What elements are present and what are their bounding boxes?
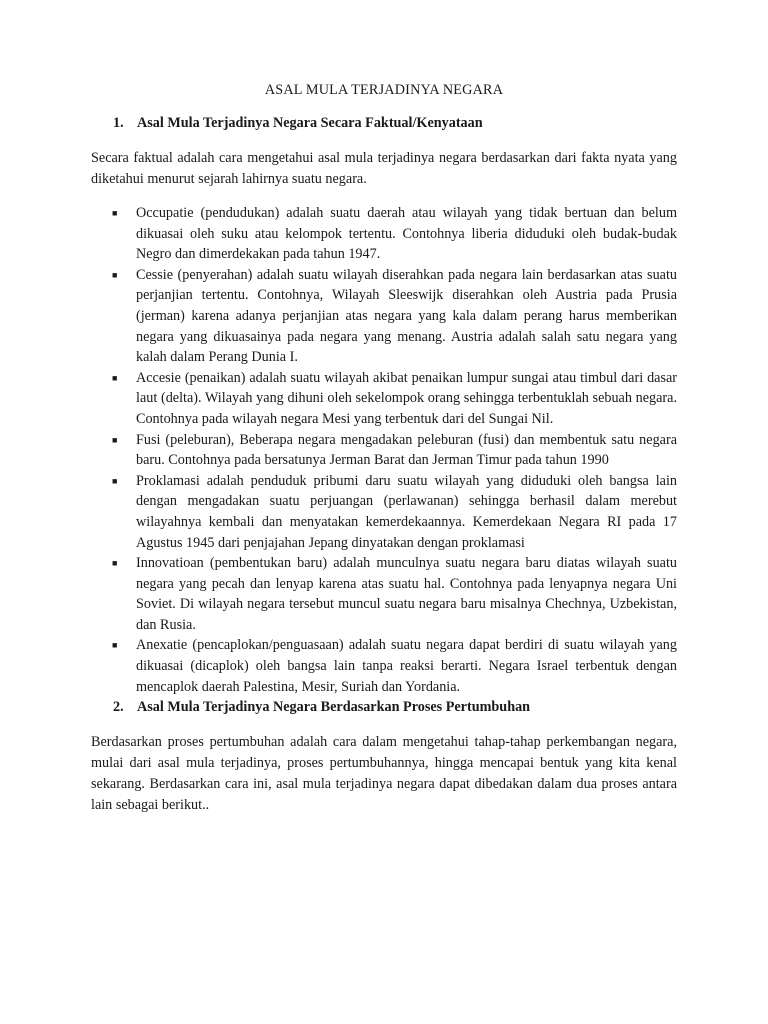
list-item-text: Cessie (penyerahan) adalah suatu wilayah diserahkan pada negara lain berdasarkan atas suatu perjanjian tertentu. Contohnya, Wilayah Sleeswijk diserahkan oleh Austria pada Prusia (jerman) karena adanya perjanjian atas negara yang kala dalam perang harus memberikan negara yang dikuasainya pada negara yang menang. Austria adalah salah satu negara yang kalah dalam Perang Dunia I. <box>136 266 677 366</box>
list-item-text: Proklamasi adalah penduduk pribumi daru suatu wilayah yang diduduki oleh bangsa lain dengan mengadakan suatu perjuangan (perlawanan) sehingga berhasil dalam merebut wilayahnya kembali dan menyatakan kemerdekaannya. Kemerdekaan Negara RI pada 17 Agustus 1945 dari penjajahan Jepang dinyatakan dengan proklamasi <box>136 472 677 551</box>
square-bullet-icon: ■ <box>112 208 118 218</box>
section-2-heading-text: Asal Mula Terjadinya Negara Berdasarkan Proses Pertumbuhan <box>137 699 531 716</box>
section-2-heading <box>91 697 677 717</box>
list-item <box>112 635 677 697</box>
list-item-text: Fusi (peleburan), Beberapa negara mengadakan peleburan (fusi) dan membentuk satu negara baru. Contohnya pada bersatunya Jerman Barat dan Jerman Timur pada tahun 1990 <box>136 431 677 469</box>
list-item <box>112 368 677 430</box>
section-1-heading-text: Asal Mula Terjadinya Negara Secara Faktual/Kenyataan <box>137 115 483 131</box>
square-bullet-icon: ■ <box>112 558 118 569</box>
section-1-number: 1. <box>113 115 124 131</box>
square-bullet-icon: ■ <box>112 269 118 280</box>
section-1-intro: Secara faktual adalah cara mengetahui asal mula terjadinya negara berdasarkan dari fakta nyata yang diketahui menurut sejarah lahirnya suatu negara. <box>91 150 677 187</box>
section-2-number: 2. <box>113 699 124 716</box>
document-title: ASAL MULA TERJADINYA NEGARA <box>264 82 504 98</box>
list-item-text: Occupatie (pendudukan) adalah suatu daerah atau wilayah yang tidak bertuan dan belum dikuasai oleh suku atau kelompok tertentu. Contohnya liberia diduduki oleh budak-budak Negro dan dimerdekakan pada tahun 1947. <box>136 205 677 263</box>
square-bullet-icon: ■ <box>112 434 118 445</box>
list-item <box>112 265 677 368</box>
list-item <box>112 471 677 553</box>
square-bullet-icon: ■ <box>112 372 118 383</box>
square-bullet-icon: ■ <box>112 475 118 486</box>
list-item <box>112 430 677 471</box>
section-1-list <box>91 203 677 697</box>
list-item <box>112 553 677 635</box>
list-item-text: Anexatie (pencaplokan/penguasaan) adalah suatu negara dapat berdiri di suatu wilayah yang dikuasai (dicaplok) oleh bangsa lain tanpa reaksi berarti. Negara Israel terbentuk dengan mencaplok daerah Palestina, Mesir, Suriah dan Yordania. <box>136 637 677 695</box>
square-bullet-icon: ■ <box>112 640 118 651</box>
section-1-heading <box>91 113 677 133</box>
list-item-text: Accesie (penaikan) adalah suatu wilayah akibat penaikan lumpur sungai atau timbul dari dasar laut (delta). Wilayah yang dihuni oleh sekelompok orang sehingga terbentuklah sebuah negara. Contohnya pada wilayah negara Mesi yang terbentuk dari del Sungai Nil. <box>136 369 677 427</box>
list-item <box>112 203 677 265</box>
list-item-text: Innovatioan (pembentukan baru) adalah munculnya suatu negara baru diatas wilayah suatu negara yang pecah dan lenyap karena atas suatu hal. Contohnya pada lenyapnya negara Uni Soviet. Di wilayah negara tersebut muncul suatu negara baru misalnya Chechnya, Uzbekistan, dan Rusia. <box>136 555 677 633</box>
section-2-intro: Berdasarkan proses pertumbuhan adalah cara dalam mengetahui tahap-tahap perkembangan negara, mulai dari asal mula terjadinya, proses pertumbuhannya, hingga mencapai bentuk yang kita kenal sekarang. Berdasarkan cara ini, asal mula terjadinya negara dapat dibedakan dalam dua proses antara lain sebagai berikut.. <box>91 734 677 814</box>
